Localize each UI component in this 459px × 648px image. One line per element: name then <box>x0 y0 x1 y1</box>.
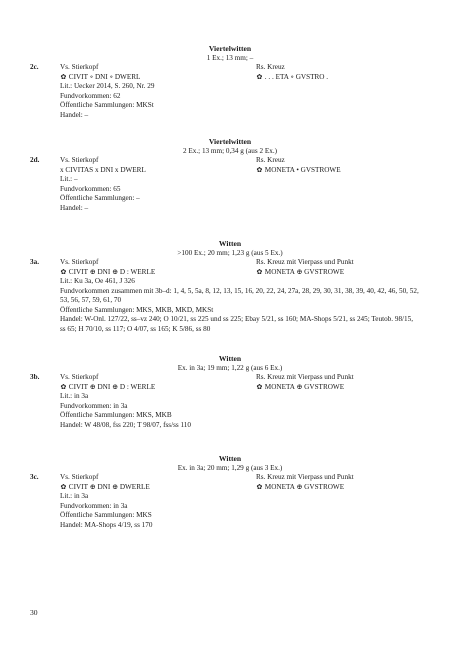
reverse-legend: . . . ETA ∘ GVSTRO . <box>264 72 329 81</box>
trade: Handel: – <box>60 203 89 212</box>
section-witten-3a <box>30 239 430 334</box>
trade: Handel: MA-Shops 4/19, ss 170 <box>60 520 153 529</box>
literature: Lit.: in 3a <box>60 492 89 500</box>
entry-head-row <box>30 63 430 73</box>
section-title: Viertelwitten <box>208 44 252 53</box>
rosette-icon: ✿ <box>60 382 67 391</box>
section-title: Viertelwitten <box>208 137 252 146</box>
finds-row <box>30 502 430 512</box>
obverse-legend-cell <box>60 383 155 393</box>
collections: Öffentliche Sammlungen: MKS <box>60 511 152 519</box>
obverse-legend: x CIVITAS x DNI x DWERL <box>60 165 146 174</box>
legend-row <box>30 483 430 493</box>
reverse-legend-cell <box>256 166 341 176</box>
rosette-icon: ✿ <box>60 72 67 81</box>
obverse-legend: CIVIT ⊕ DNI ⊕ DWERLE <box>68 482 150 491</box>
obverse-label: Vs. Stierkopf <box>60 258 99 266</box>
trade: Handel: W-Onl. 127/22, ss–vz 240; O 10/21, ss 225 und ss 225; Ebay 5/21, ss 160; MA-Shops 5/21, ss 245; Teutob. 98/15, ss 65; H 70/10, ss 117; O 4/07, ss 165; K 5/86, ss 80 <box>60 315 414 333</box>
rosette-icon: ✿ <box>256 72 263 81</box>
section-title: Witten <box>218 354 242 363</box>
section-title: Witten <box>218 454 242 463</box>
rosette-icon: ✿ <box>256 165 263 174</box>
collections: Öffentliche Sammlungen: – <box>60 194 140 202</box>
entry-head-row <box>30 373 430 383</box>
collections-row <box>30 101 430 111</box>
entry-number: 3a. <box>30 258 39 266</box>
trade-row <box>30 521 430 531</box>
obverse-label: Vs. Stierkopf <box>60 63 99 71</box>
section-witten-3b <box>30 354 430 430</box>
literature: Lit.: Uecker 2014, S. 260, Nr. 29 <box>60 82 155 90</box>
legend-row <box>30 268 430 278</box>
entry-number: 3c. <box>30 473 39 481</box>
trade-row <box>30 111 430 121</box>
collections-row <box>30 411 430 421</box>
collections: Öffentliche Sammlungen: MKS, MKB, MKD, MKSt <box>60 305 214 314</box>
collections-row <box>30 511 430 521</box>
entry-number: 3b. <box>30 373 40 381</box>
rosette-icon: ✿ <box>60 482 67 491</box>
collections: Öffentliche Sammlungen: MKS, MKB <box>60 411 172 419</box>
obverse-legend: CIVIT ∘ DNI ∘ DWERL <box>68 72 141 81</box>
rosette-icon: ✿ <box>256 482 263 491</box>
page-number: 30 <box>30 608 38 617</box>
reverse-label: Rs. Kreuz mit Vierpass und Punkt <box>256 473 354 481</box>
rosette-icon: ✿ <box>60 267 67 276</box>
reverse-legend: MONETA ⊕ GVSTROWE <box>264 382 345 391</box>
section-meta: >100 Ex.; 20 mm; 1,23 g (aus 5 Ex.) <box>177 248 283 257</box>
section-viertelwitten-2d <box>30 137 430 213</box>
obverse-label: Vs. Stierkopf <box>60 156 99 164</box>
collections-row <box>30 194 430 204</box>
literature-row <box>30 492 430 502</box>
obverse-legend-cell <box>60 483 150 493</box>
section-witten-3c <box>30 454 430 530</box>
reverse-label: Rs. Kreuz mit Vierpass und Punkt <box>256 258 354 266</box>
reverse-legend-cell <box>256 483 344 493</box>
entry-head-row <box>30 258 430 268</box>
finds-row <box>30 402 430 412</box>
legend-row <box>30 383 430 393</box>
finds: Fundvorkommen: in 3a <box>60 501 128 510</box>
obverse-legend: CIVIT ⊕ DNI ⊕ D : WERLE <box>68 382 156 391</box>
finds: Fundvorkommen: 65 <box>60 184 121 193</box>
literature: Lit.: – <box>60 175 78 183</box>
reverse-legend-cell <box>256 268 344 278</box>
section-meta: Ex. in 3a; 19 mm; 1,22 g (aus 6 Ex.) <box>177 363 283 372</box>
obverse-legend-cell <box>60 73 140 83</box>
rosette-icon: ✿ <box>256 267 263 276</box>
reverse-label: Rs. Kreuz mit Vierpass und Punkt <box>256 373 354 381</box>
section-title: Witten <box>218 239 242 248</box>
legend-row <box>30 73 430 83</box>
reverse-legend-cell <box>256 383 344 393</box>
obverse-label: Vs. Stierkopf <box>60 473 99 481</box>
literature: Lit.: in 3a <box>60 392 89 400</box>
finds: Fundvorkommen zusammen mit 3b–d: 1, 4, 5, 5a, 8, 12, 13, 15, 16, 20, 22, 24, 27a, 28, 29, 30, 31, 38, 39, 40, 42, 46, 50, 52, 53, 56, 57, 59, 61, 70 <box>60 286 419 304</box>
trade: Handel: W 48/08, fss 220; T 98/07, fss/ss 110 <box>60 420 191 429</box>
obverse-legend-cell <box>60 268 155 278</box>
collections-row <box>30 306 430 316</box>
reverse-legend: MONETA ⊕ GVSTROWE <box>264 267 345 276</box>
literature-row <box>30 392 430 402</box>
collections: Öffentliche Sammlungen: MKSt <box>60 101 154 109</box>
reverse-label: Rs. Kreuz <box>256 156 285 164</box>
reverse-legend: MONETA ⊕ GVSTROWE <box>264 482 345 491</box>
trade-row <box>30 421 430 431</box>
reverse-label: Rs. Kreuz <box>256 63 285 71</box>
literature: Lit.: Ku 3a, Oe 461, J 326 <box>60 277 135 285</box>
entry-number: 2d. <box>30 156 40 164</box>
legend-row <box>30 166 430 176</box>
entry-head-row <box>30 156 430 166</box>
literature-row <box>30 277 430 287</box>
finds: Fundvorkommen: in 3a <box>60 401 128 410</box>
reverse-legend: MONETA • GVSTROWE <box>264 165 341 174</box>
finds: Fundvorkommen: 62 <box>60 91 121 100</box>
reverse-legend-cell <box>256 73 328 83</box>
literature-row <box>30 175 430 185</box>
obverse-label: Vs. Stierkopf <box>60 373 99 381</box>
entry-head-row <box>30 473 430 483</box>
section-meta: Ex. in 3a; 20 mm; 1,29 g (aus 3 Ex.) <box>177 463 283 472</box>
trade-row <box>30 204 430 214</box>
finds-row <box>30 92 430 102</box>
section-meta: 1 Ex.; 13 mm; – <box>206 53 254 62</box>
section-viertelwitten-2c <box>30 44 430 120</box>
trade: Handel: – <box>60 110 89 119</box>
entry-number: 2c. <box>30 63 39 71</box>
finds-row <box>30 185 430 195</box>
rosette-icon: ✿ <box>256 382 263 391</box>
literature-row <box>30 82 430 92</box>
obverse-legend: CIVIT ⊕ DNI ⊕ D : WERLE <box>68 267 156 276</box>
section-meta: 2 Ex.; 13 mm; 0,34 g (aus 2 Ex.) <box>182 146 278 155</box>
